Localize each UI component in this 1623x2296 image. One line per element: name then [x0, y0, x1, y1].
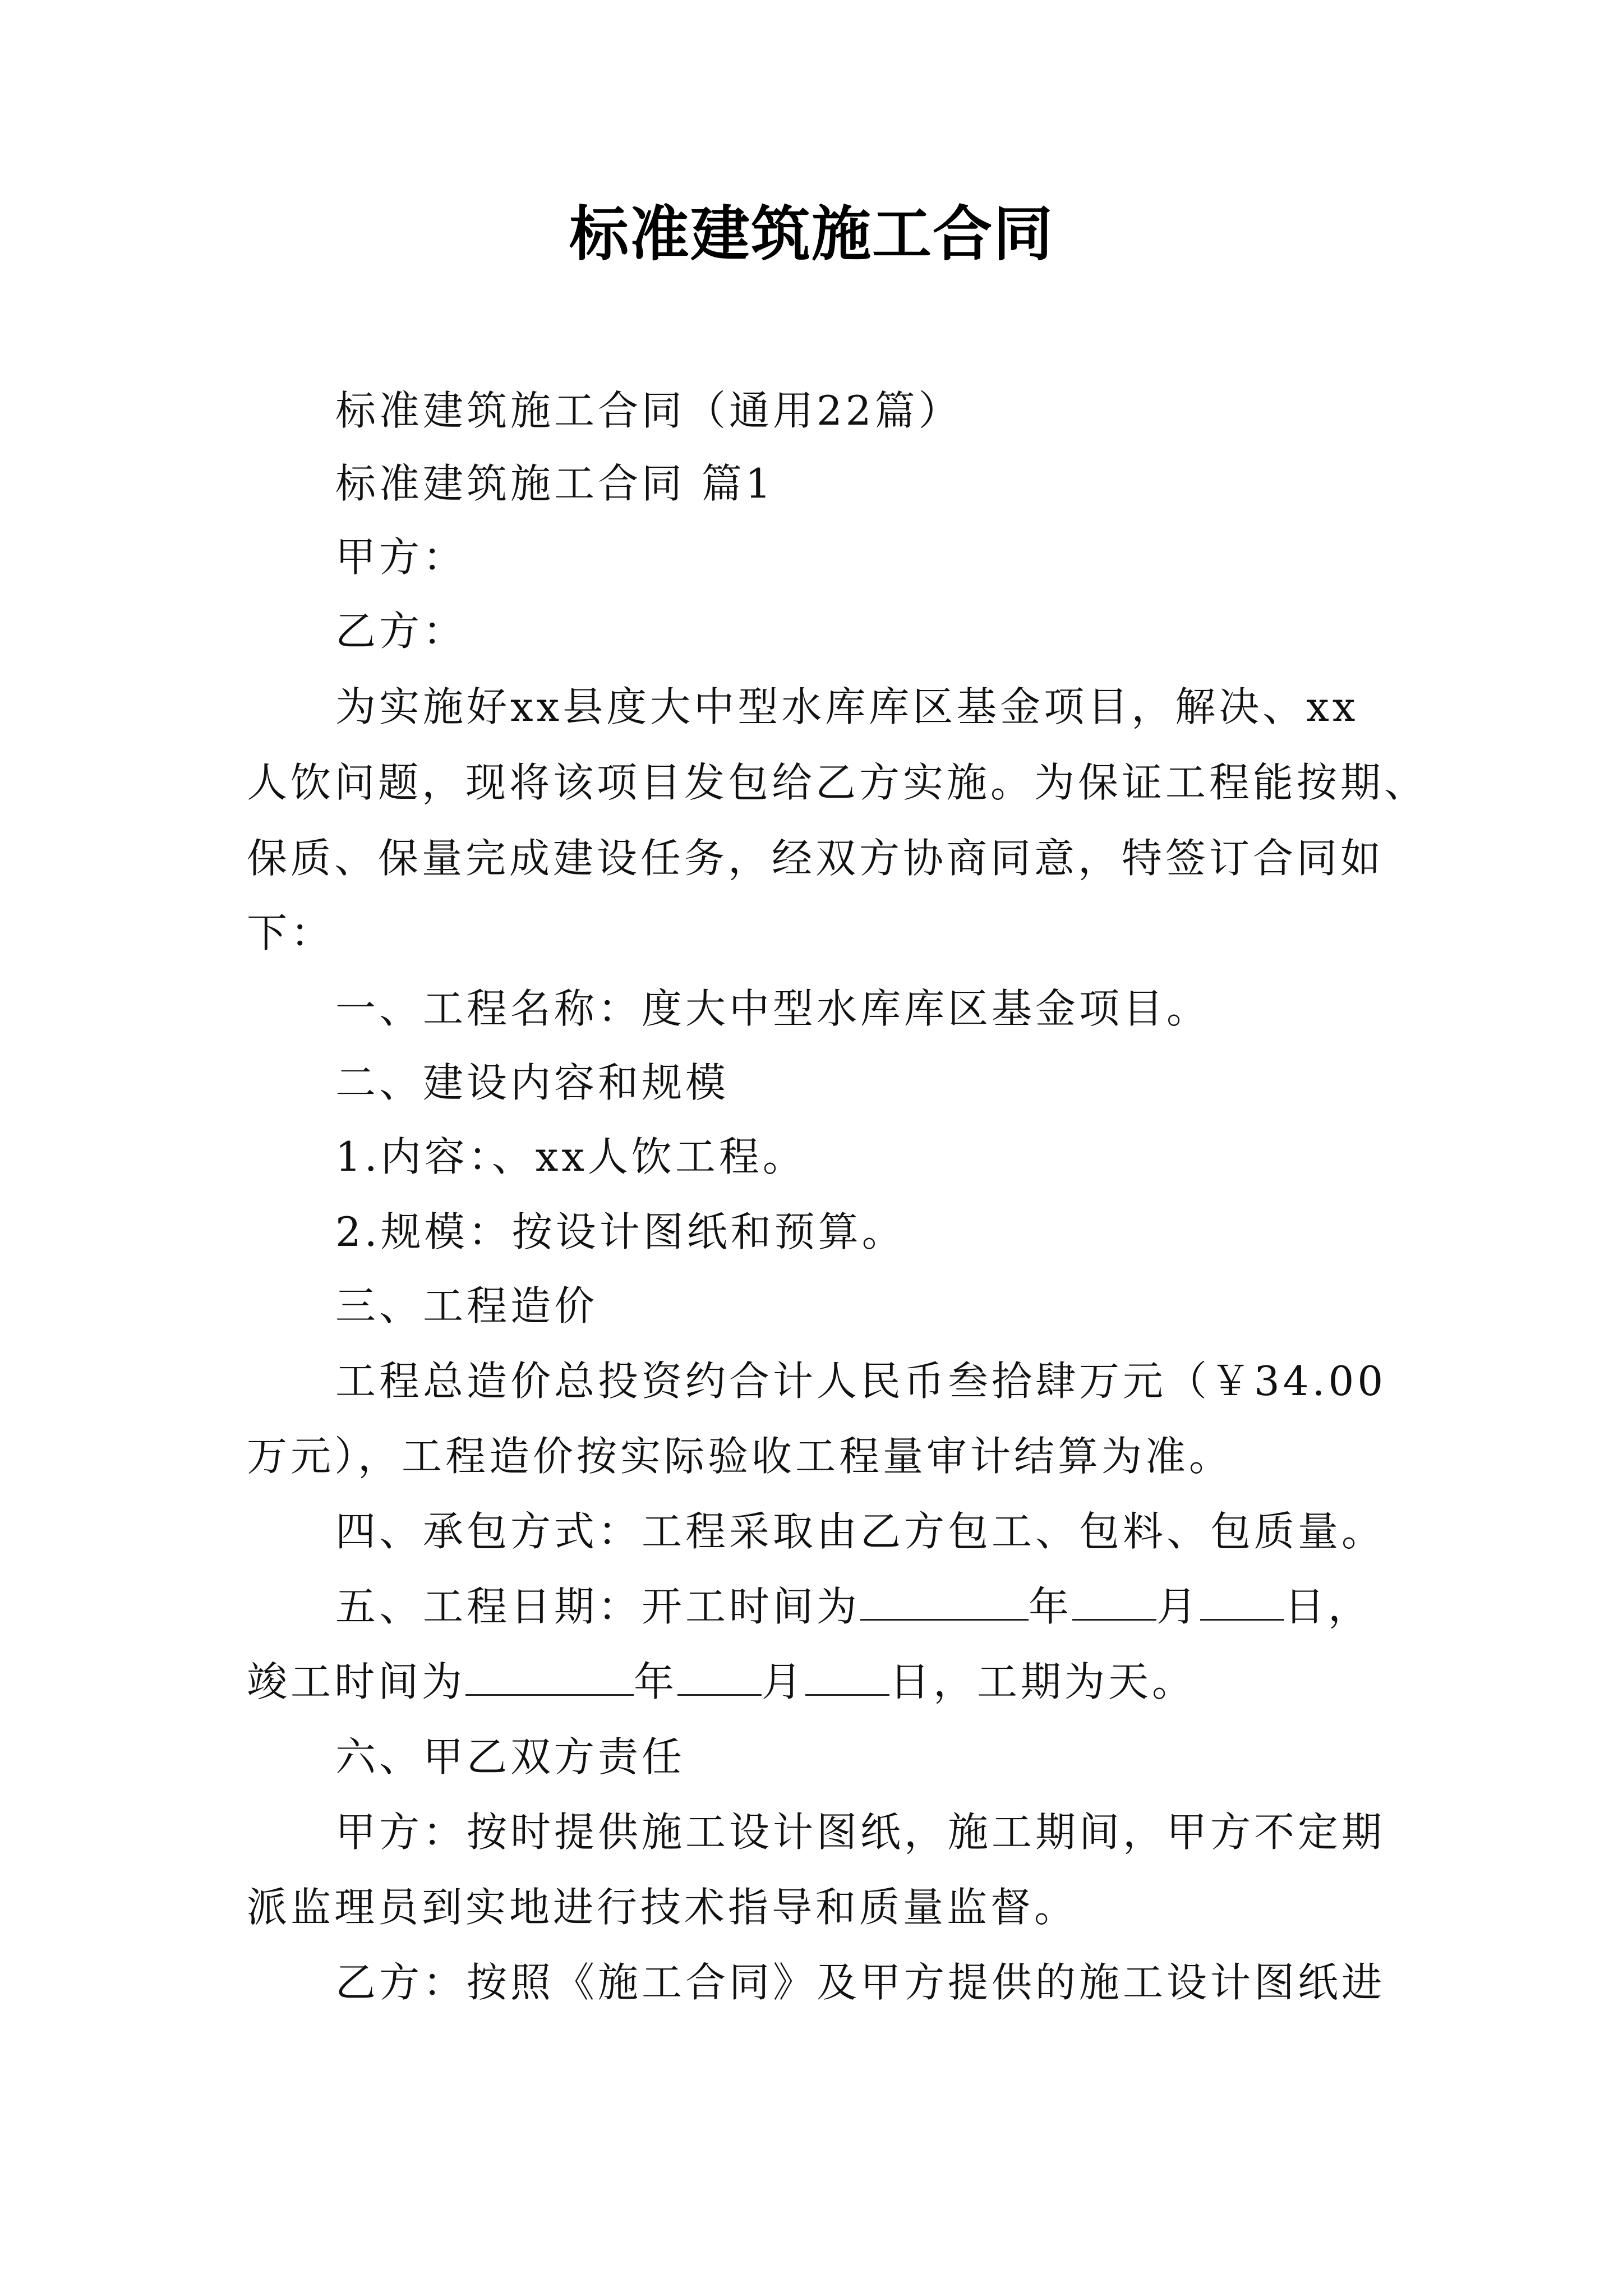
- section-heading: 标准建筑施工合同 篇1: [335, 460, 774, 507]
- day-label: 日，工期为天。: [889, 1658, 1196, 1705]
- clause-line: 1.内容：、xx人饮工程。: [335, 1133, 806, 1180]
- clause-line: 四、承包方式：工程采取由乙方包工、包料、包质量。: [335, 1508, 1386, 1555]
- blank-field: [805, 1659, 889, 1696]
- subtitle-line: 标准建筑施工合同（通用22篇）: [335, 387, 962, 434]
- blank-field: [677, 1659, 762, 1696]
- day-label: 日，: [1284, 1583, 1372, 1630]
- schedule-prefix: 竣工时间为: [247, 1658, 466, 1705]
- paragraph-line: 甲方：按时提供施工设计图纸，施工期间，甲方不定期: [335, 1809, 1386, 1856]
- paragraph-line: 万元），工程造价按实际验收工程量审计结算为准。: [247, 1433, 1233, 1480]
- paragraph-line: 保质、保量完成建设任务，经双方协商同意，特签订合同如: [247, 835, 1385, 882]
- blank-field: [860, 1584, 1029, 1621]
- paragraph-line: 乙方：按照《施工合同》及甲方提供的施工设计图纸进: [335, 1959, 1386, 2006]
- party-a-line: 甲方：: [335, 533, 467, 581]
- blank-field: [465, 1659, 634, 1696]
- year-label: 年: [1029, 1583, 1073, 1630]
- party-b-line: 乙方：: [335, 608, 467, 655]
- schedule-line: [335, 1579, 1372, 1635]
- clause-line: 二、建设内容和规模: [335, 1059, 730, 1106]
- paragraph-line: 工程总造价总投资约合计人民币叁拾肆万元（￥34.00: [335, 1358, 1387, 1405]
- clause-line: 一、工程名称：度大中型水库库区基金项目。: [335, 985, 1211, 1032]
- blank-field: [1200, 1584, 1284, 1621]
- clause-line: 六、甲乙双方责任: [335, 1733, 686, 1780]
- paragraph-line: 派监理员到实地进行技术指导和质量监督。: [247, 1884, 1078, 1931]
- month-label: 月: [762, 1658, 806, 1705]
- paragraph-line: 为实施好xx县度大中型水库库区基金项目，解决、xx: [335, 683, 1359, 730]
- paragraph-line: 人饮问题，现将该项目发包给乙方实施。为保证工程能按期、: [247, 759, 1428, 806]
- schedule-prefix: 五、工程日期：开工时间为: [335, 1583, 861, 1630]
- clause-line: 2.规模：按设计图纸和预算。: [335, 1208, 906, 1255]
- schedule-line: [247, 1654, 1196, 1710]
- blank-field: [1072, 1584, 1156, 1621]
- year-label: 年: [634, 1658, 678, 1705]
- clause-line: 三、工程造价: [335, 1282, 598, 1329]
- paragraph-line: 下：: [247, 909, 335, 956]
- month-label: 月: [1156, 1583, 1201, 1630]
- document-title: 标准建筑施工合同: [569, 199, 1054, 269]
